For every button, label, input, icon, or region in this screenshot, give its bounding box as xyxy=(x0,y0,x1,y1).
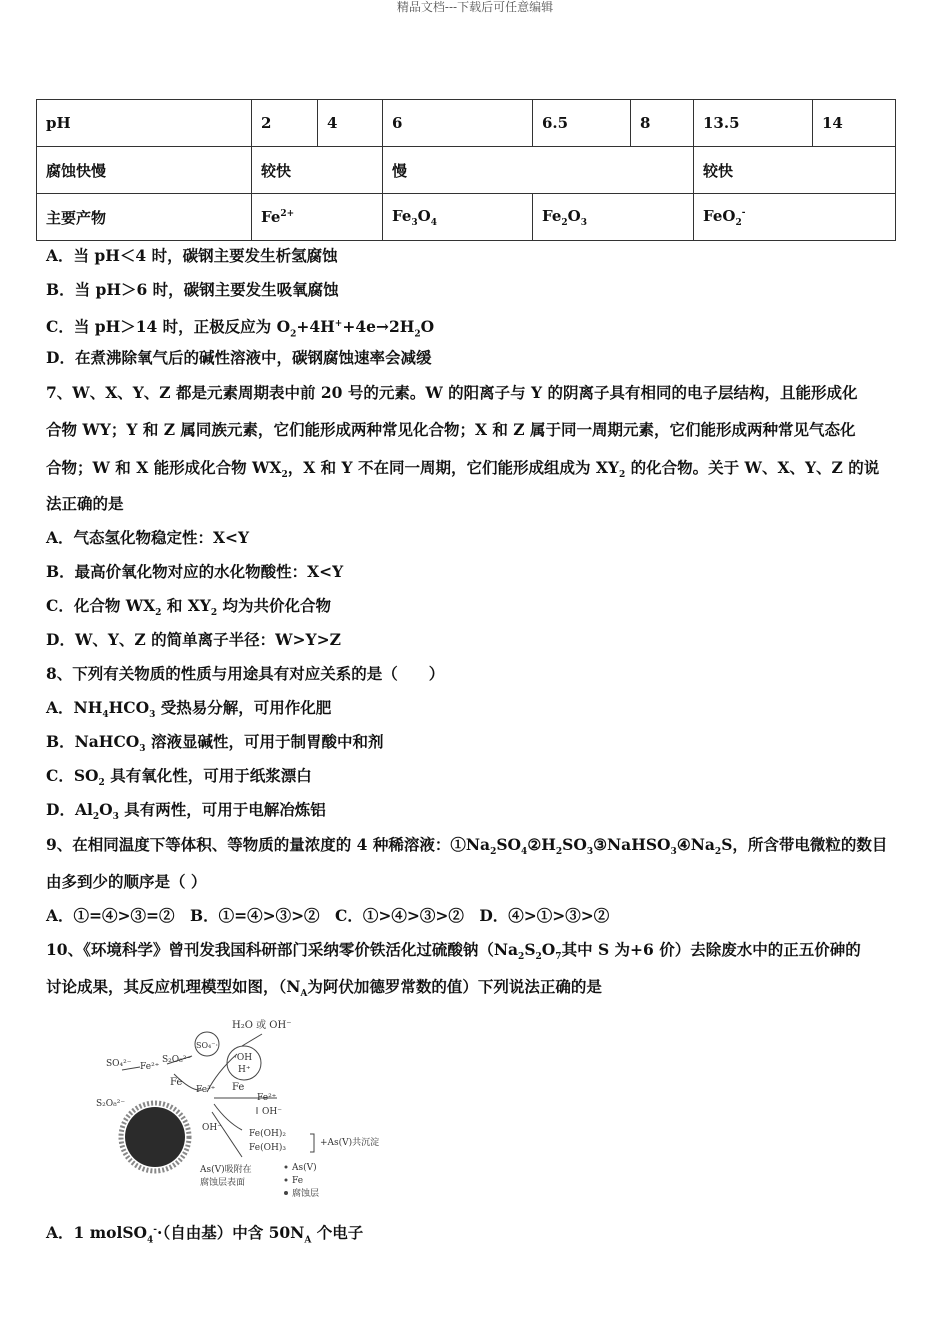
text-part: 具有氧化性，可用于纸浆漂白 xyxy=(104,766,312,785)
legend-dot xyxy=(285,1166,288,1169)
q7-option-b: B．最高价氧化物对应的水化物酸性：X<Y xyxy=(46,562,344,581)
figure-label: As(V)吸附在 xyxy=(200,1165,252,1175)
table-cell: 较快 xyxy=(694,147,896,194)
text-part: 受热易分解，可用作化肥 xyxy=(155,698,332,717)
subscript: 7 xyxy=(555,952,562,963)
q8-option-a xyxy=(46,698,331,725)
text-part: C．化合物 WX xyxy=(46,596,156,615)
subscript: A xyxy=(300,989,308,1000)
reaction-mechanism-figure xyxy=(92,1012,422,1202)
table-cell xyxy=(383,194,533,241)
q7-option-c xyxy=(46,596,331,623)
table-cell: 6.5 xyxy=(533,100,631,147)
q8-option-b xyxy=(46,732,383,759)
subscript: A xyxy=(304,1235,312,1246)
table-row xyxy=(37,100,896,147)
q10-stem-line1 xyxy=(46,940,861,967)
text-part: 和 XY xyxy=(161,596,211,615)
q6-option-d: D．在煮沸除氧气后的碱性溶液中，碳钢腐蚀速率会减缓 xyxy=(46,348,432,367)
text-part: +4H xyxy=(296,317,335,337)
legend-label: As(V) xyxy=(292,1163,317,1173)
text-part: +4e→2H xyxy=(342,317,415,337)
figure-label: Fe(OH)₃ xyxy=(249,1143,286,1153)
formula-part: Fe xyxy=(542,206,562,225)
ph-corrosion-table xyxy=(36,99,896,241)
formula-part: O xyxy=(417,206,431,225)
table-cell: 较快 xyxy=(252,147,383,194)
table-cell: 2 xyxy=(252,100,318,147)
q8-option-c xyxy=(46,766,312,793)
q6-option-b: B．当 pH＞6 时，碳钢主要发生吸氧腐蚀 xyxy=(46,280,339,299)
subscript: 3 xyxy=(670,847,677,858)
subscript: 2 xyxy=(290,329,297,340)
superscript: + xyxy=(334,319,343,329)
formula-part: Fe xyxy=(392,206,412,225)
subscript: 2 xyxy=(714,847,722,858)
q8-option-d xyxy=(46,800,326,827)
table-cell: 腐蚀快慢 xyxy=(37,147,252,194)
figure-label: S₂O₈²⁻ xyxy=(96,1099,126,1109)
table-cell xyxy=(252,194,383,241)
q7-option-d: D．W、Y、Z 的简单离子半径：W>Y>Z xyxy=(46,630,341,649)
figure-label: 腐蚀层表面 xyxy=(200,1178,246,1188)
text-part: HCO xyxy=(108,698,150,717)
figure-label: Fe xyxy=(232,1082,245,1093)
subscript: 2 xyxy=(561,217,568,228)
table-cell: 慢 xyxy=(383,147,694,194)
table-cell: 4 xyxy=(318,100,383,147)
subscript: 2 xyxy=(619,470,626,481)
subscript: 3 xyxy=(586,847,594,858)
q7-stem-line4: 法正确的是 xyxy=(46,494,124,513)
text-part: O xyxy=(99,800,113,819)
formula-part: Fe xyxy=(261,208,281,226)
text-part: S xyxy=(524,940,536,959)
subscript: 3 xyxy=(580,217,587,228)
figure-label: Fe³⁺ xyxy=(196,1085,216,1095)
subscript: 3 xyxy=(149,710,156,721)
formula-part: FeO xyxy=(703,206,736,225)
figure-label: OH⁻ xyxy=(262,1107,282,1117)
subscript: 3 xyxy=(112,812,119,823)
text-part: 具有两性，可用于电解冶炼铝 xyxy=(118,800,326,819)
q7-option-a: A．气态氢化物稳定性：X<Y xyxy=(46,528,250,547)
text-part: SO xyxy=(562,835,587,854)
subscript: 2 xyxy=(555,847,563,858)
text-part: 合物；W 和 X 能形成化合物 WX xyxy=(46,458,282,477)
text-part: 讨论成果，其反应机理模型如图，（N xyxy=(46,977,301,996)
table-cell: 8 xyxy=(631,100,694,147)
q10-option-a xyxy=(46,1220,363,1250)
subscript: 2 xyxy=(281,470,288,481)
figure-label: SO₄²⁻ xyxy=(106,1059,132,1069)
figure-label: H⁺ xyxy=(238,1065,251,1075)
subscript: 2 xyxy=(518,952,525,963)
subscript: 3 xyxy=(411,217,418,228)
table-cell: 14 xyxy=(813,100,896,147)
superscript: - xyxy=(741,207,746,218)
text-part: B．NaHCO xyxy=(46,732,140,751)
q9-options: A．①=④>③=② B．①=④>③>② C．①>④>③>② D．④>①>③>② xyxy=(46,906,610,925)
text-part: D．Al xyxy=(46,800,93,819)
subscript: 2 xyxy=(414,329,421,340)
q6-option-c xyxy=(46,314,434,344)
text-part: C．当 pH＞14 时，正极反应为 O xyxy=(46,317,291,337)
text-part: 其中 S 为+6 价）去除废水中的正五价砷的 xyxy=(561,940,861,959)
text-part: ，X 和 Y 不在同一周期，它们能形成组成为 XY xyxy=(287,458,619,477)
text-part: O xyxy=(420,317,435,337)
legend-label: Fe xyxy=(292,1176,304,1186)
text-part: 个电子 xyxy=(311,1223,364,1243)
formula-part: O xyxy=(567,206,581,225)
figure-label: +As(V)共沉淀 xyxy=(320,1138,380,1148)
superscript: - xyxy=(153,1225,158,1235)
table-row xyxy=(37,147,896,194)
subscript: 4 xyxy=(147,1235,154,1246)
subscript: 4 xyxy=(521,847,528,858)
subscript: 2 xyxy=(98,778,105,789)
subscript: 4 xyxy=(102,710,109,721)
iron-particle xyxy=(125,1107,185,1167)
text-part: 的化合物。关于 W、X、Y、Z 的说 xyxy=(625,458,880,477)
figure-label: Fe²⁺ xyxy=(140,1062,160,1072)
subscript: 2 xyxy=(210,608,218,619)
figure-label: Fe xyxy=(170,1077,183,1088)
page-header: 精品文档---下载后可任意编辑 xyxy=(396,0,554,14)
text-part: A．1 molSO xyxy=(46,1223,148,1243)
figure-label: Fe²⁺ xyxy=(257,1093,277,1103)
legend-label: 腐蚀层 xyxy=(292,1189,320,1199)
figure-label: S₂O₈²⁻ xyxy=(162,1055,192,1065)
q10-stem-line2 xyxy=(46,977,602,1004)
legend-dot xyxy=(285,1179,288,1182)
text-part: O xyxy=(541,940,556,959)
q7-stem-line1: 7、W、X、Y、Z 都是元素周期表中前 20 号的元素。W 的阳离子与 Y 的阴离子具有相同的电子层结构，且能形成化 xyxy=(46,383,858,402)
subscript: 2 xyxy=(735,217,742,228)
text-part: C．SO xyxy=(46,766,99,785)
text-part: 溶液显碱性，可用于制胃酸中和剂 xyxy=(145,732,384,751)
table-cell xyxy=(533,194,694,241)
table-cell: 6 xyxy=(383,100,533,147)
subscript: 2 xyxy=(490,847,497,858)
subscript: 2 xyxy=(92,812,100,823)
figure-label: OH⁻ xyxy=(202,1123,222,1133)
subscript: 3 xyxy=(139,744,146,755)
figure-label: ·OH xyxy=(234,1053,253,1063)
table-cell xyxy=(694,194,896,241)
table-cell: 主要产物 xyxy=(37,194,252,241)
subscript: 4 xyxy=(430,217,437,228)
text-part: ③NaHSO xyxy=(593,835,671,854)
table-row xyxy=(37,194,896,241)
text-part: 为阿伏加德罗常数的值）下列说法正确的是 xyxy=(307,977,602,996)
q7-stem-line2: 合物 WY；Y 和 Z 属同族元素，它们能形成两种常见化合物；X 和 Z 属于同一周期元素，它们能形成两种常见气态化 xyxy=(46,420,856,439)
q9-stem-line1 xyxy=(46,835,887,862)
q9-stem-line2: 由多到少的顺序是（ ） xyxy=(46,872,207,891)
q6-option-a: A．当 pH＜4 时，碳钢主要发生析氢腐蚀 xyxy=(46,246,338,265)
q8-stem: 8、下列有关物质的性质与用途具有对应关系的是（ ） xyxy=(46,664,445,683)
text-part: ②H xyxy=(527,835,556,854)
subscript: 2 xyxy=(155,608,162,619)
text-part: ·（自由基）中含 50N xyxy=(157,1223,305,1243)
legend-dot xyxy=(284,1191,288,1195)
text-part: 9、在相同温度下等体积、等物质的量浓度的 4 种稀溶液：①Na xyxy=(46,835,491,854)
superscript: 2+ xyxy=(280,209,295,219)
text-part: A．NH xyxy=(46,698,103,717)
text-part: S，所含带电微粒的数目 xyxy=(721,835,888,854)
figure-label: SO₄⁻· xyxy=(196,1041,219,1050)
figure-label: H₂O 或 OH⁻ xyxy=(232,1020,292,1031)
text-part: 10、《环境科学》曾刊发我国科研部门采纳零价铁活化过硫酸钠（Na xyxy=(46,940,519,959)
table-cell: 13.5 xyxy=(694,100,813,147)
text-part: 均为共价化合物 xyxy=(217,596,331,615)
figure-label: Fe(OH)₂ xyxy=(249,1129,286,1139)
table-cell: pH xyxy=(37,100,252,147)
text-part: SO xyxy=(496,835,522,854)
q7-stem-line3 xyxy=(46,458,879,485)
text-part: ④Na xyxy=(676,835,715,854)
subscript: 2 xyxy=(535,952,542,963)
